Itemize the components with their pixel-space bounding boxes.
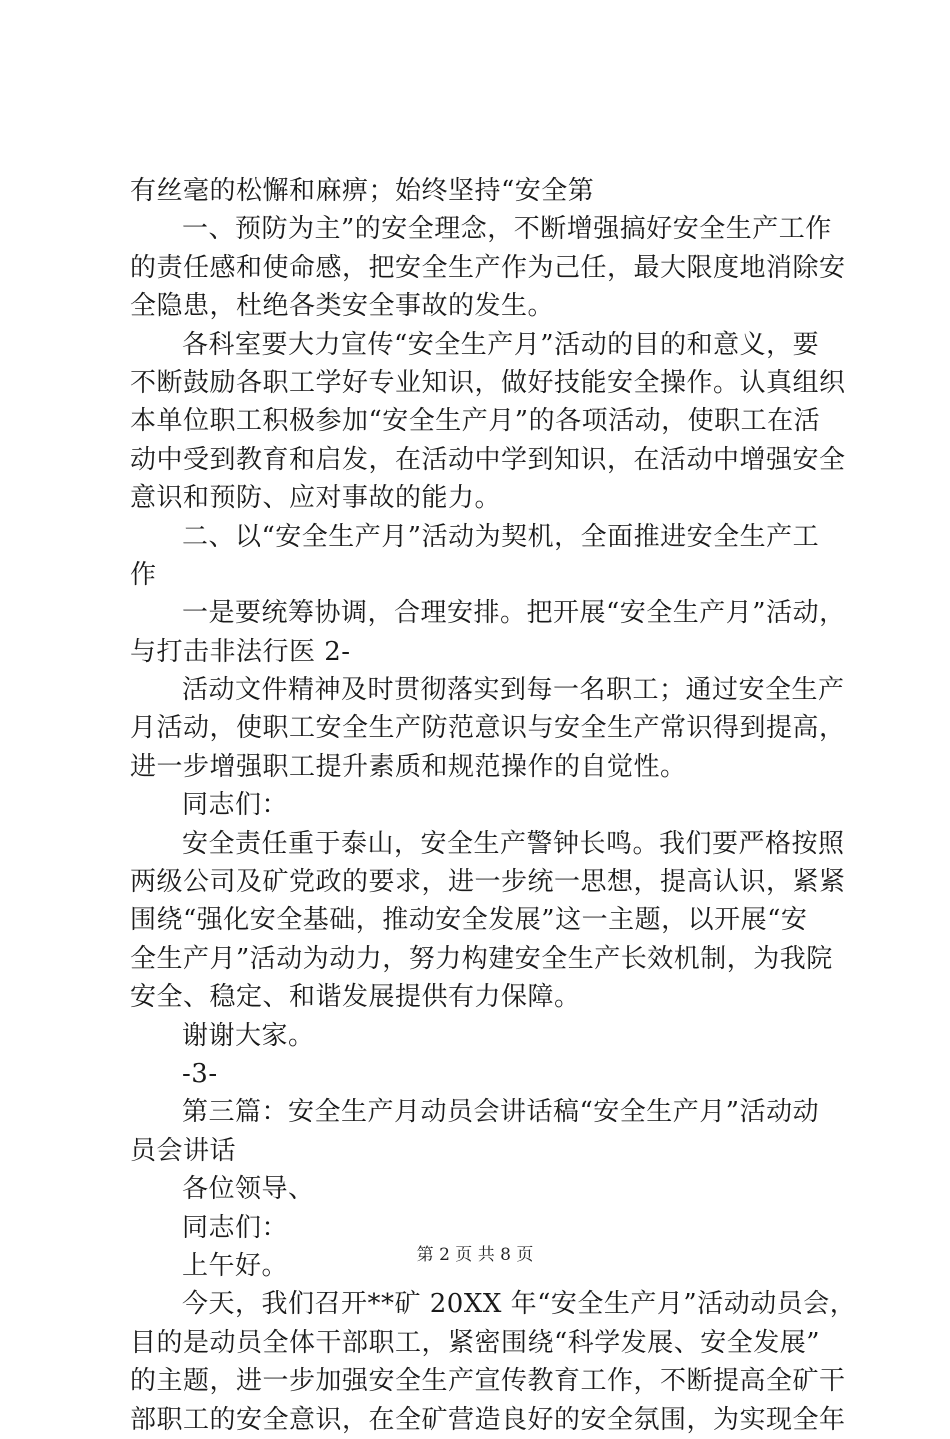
text-line: 第三篇：安全生产月动员会讲话稿“安全生产月”活动动 <box>182 1097 820 1128</box>
text-line: 同志们： <box>182 790 289 821</box>
text-line: 谢谢大家。 <box>182 1020 315 1051</box>
text-line: 围绕“强化安全基础，推动安全发展”这一主题，以开展“安 <box>130 905 808 936</box>
text-line: -3- <box>182 1058 218 1089</box>
text-line: 与打击非法行医 2- <box>130 636 351 667</box>
text-line: 不断鼓励各职工学好专业知识，做好技能安全操作。认真组织 <box>130 367 846 398</box>
text-line: 的责任感和使命感，把安全生产作为己任，最大限度地消除安 <box>130 252 846 283</box>
text-line: 月活动，使职工安全生产防范意识与安全生产常识得到提高， <box>130 713 846 744</box>
page-footer: 第 2 页 共 8 页 <box>416 1245 534 1265</box>
text-line: 两级公司及矿党政的要求，进一步统一思想，提高认识，紧紧 <box>130 867 846 898</box>
text-line: 安全责任重于泰山，安全生产警钟长鸣。我们要严格按照 <box>182 828 845 859</box>
text-line: 同志们： <box>182 1212 289 1243</box>
text-line: 今天，我们召开**矿 20XX 年“安全生产月”活动动员会， <box>182 1289 857 1320</box>
text-line: 各科室要大力宣传“安全生产月”活动的目的和意义，要 <box>182 329 820 360</box>
text-line: 的主题，进一步加强安全生产宣传教育工作，不断提高全矿干 <box>130 1366 846 1397</box>
text-line: 进一步增强职工提升素质和规范操作的自觉性。 <box>130 751 687 782</box>
text-line: 意识和预防、应对事故的能力。 <box>130 483 502 514</box>
text-line: 全生产月”活动为动力，努力构建安全生产长效机制，为我院 <box>130 943 833 974</box>
text-line: 目的是动员全体干部职工，紧密围绕“科学发展、安全发展” <box>130 1327 821 1358</box>
text-line: 全隐患，杜绝各类安全事故的发生。 <box>130 291 555 322</box>
text-line: 一、预防为主”的安全理念，不断增强搞好安全生产工作 <box>182 214 832 245</box>
text-line: 上午好。 <box>182 1250 289 1281</box>
text-line: 作 <box>130 559 157 590</box>
text-line: 各位领导、 <box>182 1174 315 1205</box>
text-line: 二、以“安全生产月”活动为契机，全面推进安全生产工 <box>182 521 820 552</box>
text-line: 部职工的安全意识，在全矿营造良好的安全氛围，为实现全年 <box>130 1404 846 1435</box>
text-line: 员会讲话 <box>130 1135 237 1166</box>
text-line: 有丝毫的松懈和麻痹；始终坚持“安全第 <box>130 176 595 206</box>
text-line: 动中受到教育和启发，在活动中学到知识，在活动中增强安全 <box>130 444 846 475</box>
text-line: 一是要统筹协调，合理安排。把开展“安全生产月”活动， <box>182 598 846 629</box>
text-line: 活动文件精神及时贯彻落实到每一名职工；通过安全生产 <box>182 675 845 706</box>
text-line: 安全、稳定、和谐发展提供有力保障。 <box>130 982 581 1013</box>
text-line: 本单位职工积极参加“安全生产月”的各项活动，使职工在活 <box>130 406 821 437</box>
